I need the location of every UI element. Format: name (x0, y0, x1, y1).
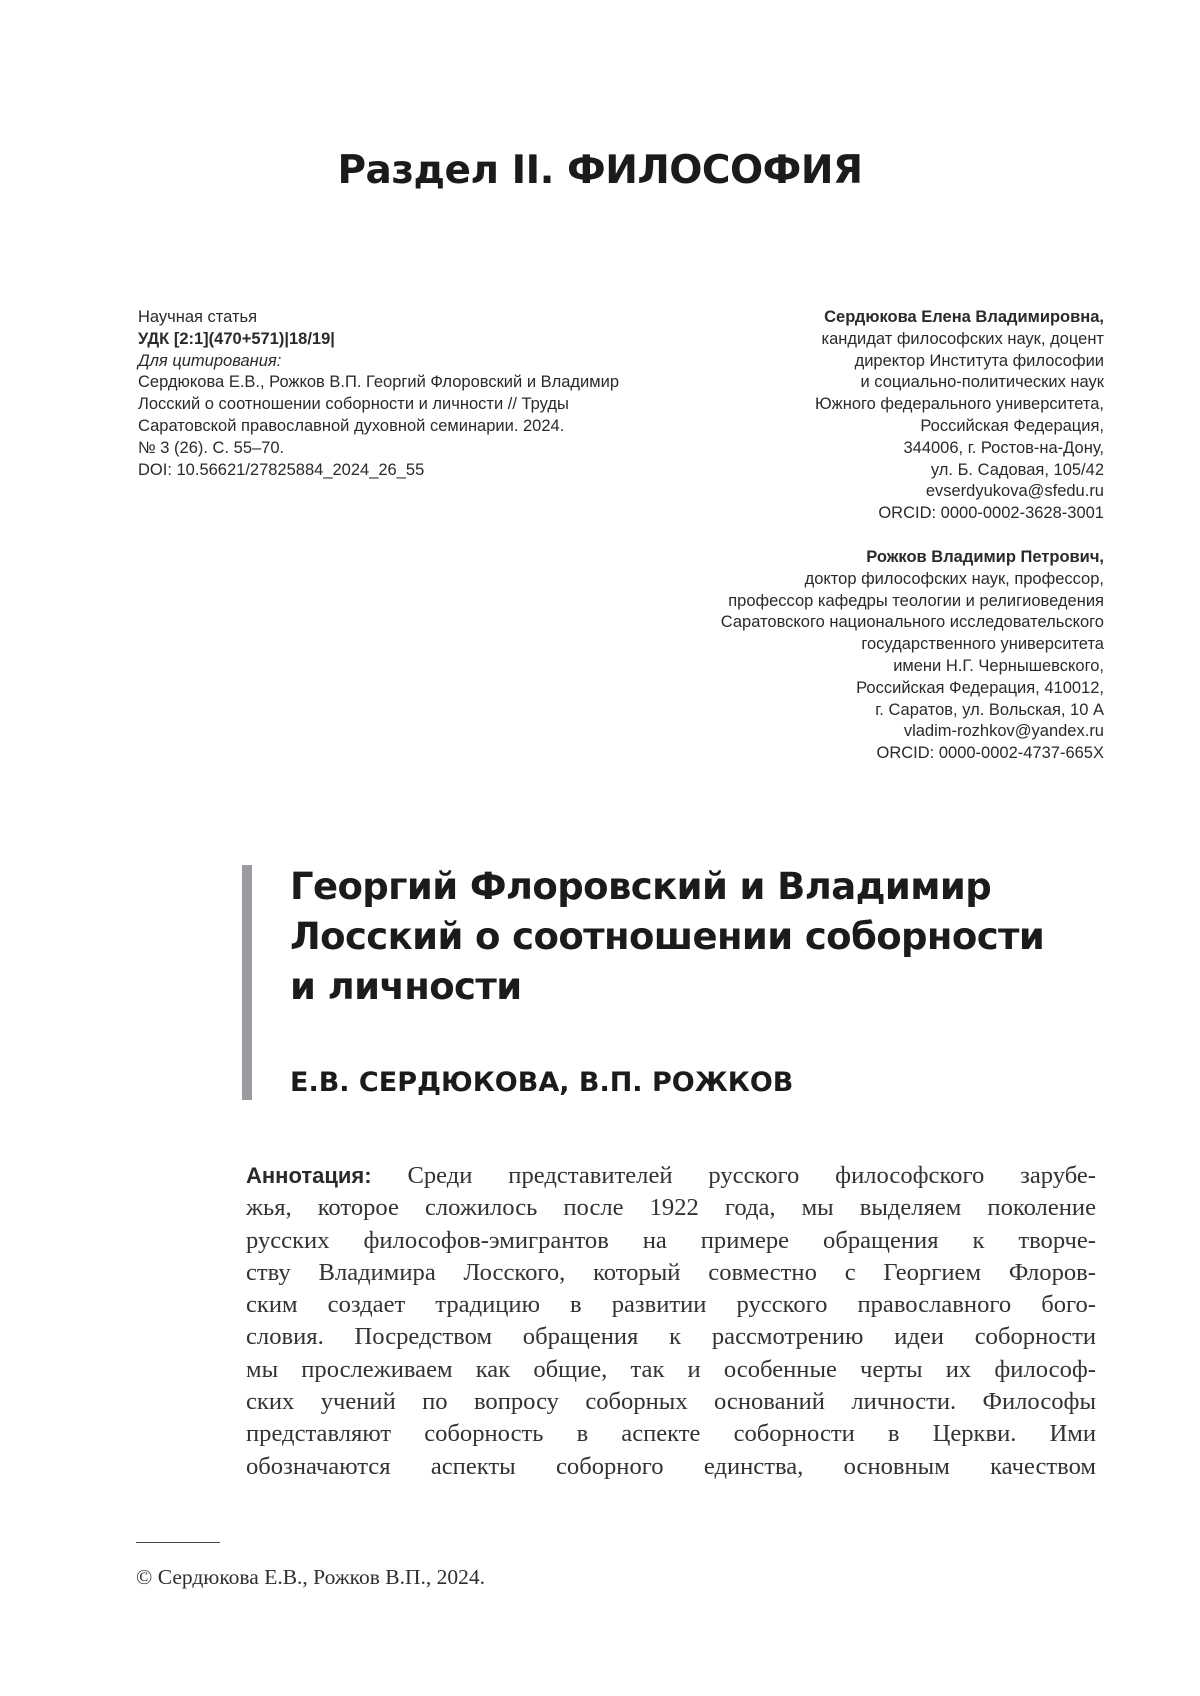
author-name: Сердюкова Елена Владимировна, (824, 308, 1104, 326)
author-detail: имени Н.Г. Чернышевского, (893, 656, 1104, 675)
abstract-line: жья, которое сложилось после 1922 года, мы выделяем поколение (246, 1194, 1096, 1222)
doi: DOI: 10.56621/27825884_2024_26_55 (138, 460, 425, 479)
author-detail: доктор философских наук, профессор, (804, 569, 1104, 588)
author-orcid: ORCID: 0000-0002-3628-3001 (878, 504, 1104, 523)
abstract-line: ству Владимира Лосского, который совместно с Георгием Флоров- (246, 1258, 1096, 1286)
section-title: Раздел II. ФИЛОСОФИЯ (337, 148, 863, 193)
author-detail: Саратовского национального исследовательского (720, 613, 1104, 632)
article-title-line: Лосский о соотношении соборности (290, 915, 1045, 958)
author-detail: Российская Федерация, (920, 416, 1104, 435)
author-name: Рожков Владимир Петрович, (866, 547, 1104, 566)
title-accent-bar (242, 865, 252, 1100)
author-email[interactable]: evserdyukova@sfedu.ru (925, 482, 1104, 501)
author-email[interactable]: vladim-rozhkov@yandex.ru (903, 722, 1104, 741)
author-detail: государственного университета (861, 635, 1104, 654)
abstract-label: Аннотация: (246, 1163, 372, 1188)
author-detail: ул. Б. Садовая, 105/42 (930, 460, 1104, 479)
author-detail: директор Института философии (854, 351, 1104, 370)
author-detail: г. Саратов, ул. Вольская, 10 А (875, 700, 1104, 719)
author-detail: и социально-политических наук (860, 373, 1104, 392)
udk-code: УДК [2:1](470+571)|18/19| (138, 329, 335, 348)
abstract-line: ских учений по вопросу соборных оснований личности. Философы (246, 1388, 1096, 1416)
abstract-line: словия. Посредством обращения к рассмотрению идеи соборности (246, 1323, 1096, 1351)
abstract (246, 1160, 1096, 1483)
abstract-line: мы прослеживаем как общие, так и особенные черты их философ- (246, 1355, 1096, 1383)
abstract-first-line (246, 1160, 1096, 1192)
article-type: Научная статья (138, 308, 258, 326)
author-block-serdyukova (544, 307, 1104, 525)
article-title (290, 862, 1120, 1012)
footnote-divider (136, 1542, 220, 1543)
citation-label: Для цитирования: (138, 351, 282, 370)
abstract-text: Среди представителей русского философского зарубе- (407, 1162, 1096, 1189)
author-detail: Российская Федерация, 410012, (856, 678, 1104, 697)
article-authors: Е.В. СЕРДЮКОВА, В.П. РОЖКОВ (290, 1067, 794, 1098)
author-orcid: ORCID: 0000-0002-4737-665X (876, 744, 1104, 763)
article-title-line: и личности (290, 965, 522, 1008)
citation-line: Лосский о соотношении соборности и личности // Труды (138, 395, 569, 414)
author-detail: профессор кафедры теологии и религиоведения (728, 591, 1104, 610)
author-detail: кандидат философских наук, доцент (821, 329, 1104, 348)
author-block-rozhkov (544, 547, 1104, 765)
author-detail: Южного федерального университета, (815, 395, 1104, 414)
abstract-line: обозначаются аспекты соборного единства, основным качеством (246, 1452, 1096, 1480)
citation-line: Саратовской православной духовной семинарии. 2024. (138, 416, 565, 435)
article-title-line: Георгий Флоровский и Владимир (290, 865, 992, 908)
abstract-line: ским создает традицию в развитии русского православного бого- (246, 1291, 1096, 1319)
citation-line: № 3 (26). С. 55–70. (138, 438, 285, 457)
abstract-line: представляют соборность в аспекте соборности в Церкви. Ими (246, 1420, 1096, 1448)
citation-line: Сердюкова Е.В., Рожков В.П. Георгий Флоровский и Владимир (138, 373, 620, 392)
abstract-line: русских философов-эмигрантов на примере обращения к творче- (246, 1226, 1096, 1254)
author-affiliations (544, 307, 1104, 765)
author-detail: 344006, г. Ростов-на-Дону, (903, 438, 1104, 457)
copyright-footnote: © Сердюкова Е.В., Рожков В.П., 2024. (136, 1565, 486, 1589)
